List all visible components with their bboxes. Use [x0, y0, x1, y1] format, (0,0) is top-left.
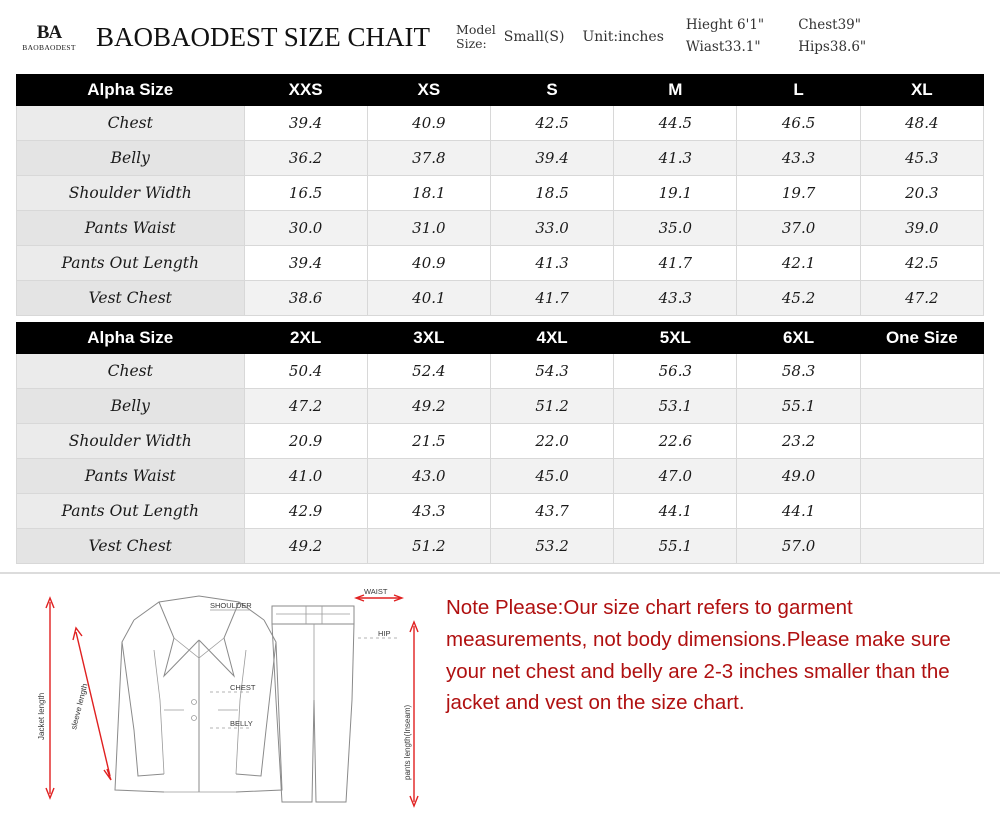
cell: 37.8	[367, 141, 490, 176]
cell: 53.2	[490, 529, 613, 564]
cell: 40.9	[367, 246, 490, 281]
cell: 50.4	[244, 354, 367, 389]
cell: 46.5	[737, 106, 860, 141]
cell: 58.3	[737, 354, 860, 389]
cell: 51.2	[490, 389, 613, 424]
cell: 39.0	[860, 211, 983, 246]
row-label: Pants Out Length	[17, 494, 245, 529]
cell: 47.0	[614, 459, 737, 494]
table-row	[17, 211, 984, 246]
cell: 47.2	[244, 389, 367, 424]
table-row	[17, 424, 984, 459]
model-hips: Hips38.6"	[798, 39, 867, 55]
column-header-2xl: 2XL	[244, 323, 367, 354]
label-hip: HIP	[378, 629, 391, 638]
cell: 18.5	[490, 176, 613, 211]
cell: 45.0	[490, 459, 613, 494]
label-belly: BELLY	[230, 719, 253, 728]
cell: 37.0	[737, 211, 860, 246]
row-label: Shoulder Width	[17, 176, 245, 211]
label-shoulder: SHOULDER	[210, 601, 252, 610]
model-size-value: Small(S)	[503, 29, 565, 45]
column-header-xxs: XXS	[244, 75, 367, 106]
measurement-diagram	[0, 574, 440, 808]
table-row	[17, 494, 984, 529]
column-header-5xl: 5XL	[614, 323, 737, 354]
column-header-xs: XS	[367, 75, 490, 106]
cell: 20.9	[244, 424, 367, 459]
cell: 22.6	[614, 424, 737, 459]
size-table-plus	[16, 322, 984, 564]
model-size-label-line2: Size:	[456, 36, 487, 51]
cell: 39.4	[490, 141, 613, 176]
cell: 43.3	[737, 141, 860, 176]
cell: 45.3	[860, 141, 983, 176]
row-label: Chest	[17, 354, 245, 389]
cell: 52.4	[367, 354, 490, 389]
cell: 43.7	[490, 494, 613, 529]
row-label: Shoulder Width	[17, 424, 245, 459]
suit-measurement-svg	[14, 580, 444, 808]
column-header-s: S	[490, 75, 613, 106]
logo-mark: BA	[36, 21, 62, 43]
cell: 18.1	[367, 176, 490, 211]
cell: 48.4	[860, 106, 983, 141]
cell: 57.0	[737, 529, 860, 564]
label-sleeve-length: sleeve length	[69, 682, 90, 731]
cell: 40.1	[367, 281, 490, 316]
table-row	[17, 281, 984, 316]
model-info	[456, 23, 664, 52]
cell: 42.1	[737, 246, 860, 281]
cell: 41.3	[614, 141, 737, 176]
table-row	[17, 141, 984, 176]
cell: 43.3	[614, 281, 737, 316]
cell	[860, 354, 983, 389]
cell: 23.2	[737, 424, 860, 459]
cell: 42.5	[860, 246, 983, 281]
cell: 44.1	[614, 494, 737, 529]
cell: 45.2	[737, 281, 860, 316]
cell: 41.3	[490, 246, 613, 281]
cell: 53.1	[614, 389, 737, 424]
cell: 35.0	[614, 211, 737, 246]
cell: 19.7	[737, 176, 860, 211]
table-row	[17, 529, 984, 564]
row-label: Pants Waist	[17, 459, 245, 494]
column-header-alpha-size: Alpha Size	[17, 323, 245, 354]
cell	[860, 494, 983, 529]
cell: 56.3	[614, 354, 737, 389]
cell: 39.4	[244, 106, 367, 141]
cell: 42.9	[244, 494, 367, 529]
model-waist: Wiast33.1"	[685, 39, 761, 55]
cell: 38.6	[244, 281, 367, 316]
cell: 20.3	[860, 176, 983, 211]
cell: 55.1	[737, 389, 860, 424]
page-title: BAOBAODEST SIZE CHAIT	[96, 21, 431, 52]
label-waist: WAIST	[364, 587, 388, 596]
row-label: Belly	[17, 389, 245, 424]
cell: 51.2	[367, 529, 490, 564]
page-header	[0, 0, 1000, 74]
cell: 42.5	[490, 106, 613, 141]
cell: 16.5	[244, 176, 367, 211]
cell: 54.3	[490, 354, 613, 389]
column-header-xl: XL	[860, 75, 983, 106]
cell	[860, 389, 983, 424]
note-text: Note Please:Our size chart refers to garment measurements, not body dimensions.Please make sure your net chest and belly are 2-3 inches smaller than the jacket and vest on the size chart.	[446, 596, 951, 715]
column-header-4xl: 4XL	[490, 323, 613, 354]
table-row	[17, 176, 984, 211]
model-measurements	[686, 15, 898, 58]
cell: 43.3	[367, 494, 490, 529]
table-header-row	[17, 323, 984, 354]
model-size-label	[456, 23, 496, 52]
table-row	[17, 106, 984, 141]
unit-label: Unit:inches	[582, 29, 664, 45]
row-label: Vest Chest	[17, 529, 245, 564]
column-header-m: M	[614, 75, 737, 106]
logo-brand-name: BAOBAODEST	[22, 42, 76, 52]
column-header-one-size: One Size	[860, 323, 983, 354]
cell: 49.2	[367, 389, 490, 424]
table-header-row	[17, 75, 984, 106]
cell: 22.0	[490, 424, 613, 459]
cell: 55.1	[614, 529, 737, 564]
cell: 30.0	[244, 211, 367, 246]
size-table-standard	[16, 74, 984, 316]
row-label: Belly	[17, 141, 245, 176]
cell: 47.2	[860, 281, 983, 316]
cell: 44.1	[737, 494, 860, 529]
table-row	[17, 246, 984, 281]
cell: 31.0	[367, 211, 490, 246]
label-jacket-length: Jacket length	[37, 692, 46, 740]
cell: 40.9	[367, 106, 490, 141]
brand-logo	[16, 23, 82, 52]
column-header-alpha-size: Alpha Size	[17, 75, 245, 106]
table-row	[17, 354, 984, 389]
cell	[860, 529, 983, 564]
cell: 36.2	[244, 141, 367, 176]
column-header-3xl: 3XL	[367, 323, 490, 354]
table-row	[17, 459, 984, 494]
label-pants-length: pants length(Inseam)	[403, 704, 412, 780]
measurement-row	[686, 15, 898, 37]
row-label: Pants Waist	[17, 211, 245, 246]
cell: 44.5	[614, 106, 737, 141]
cell	[860, 459, 983, 494]
cell	[860, 424, 983, 459]
measurement-row	[686, 37, 898, 59]
column-header-6xl: 6XL	[737, 323, 860, 354]
table-row	[17, 389, 984, 424]
cell: 49.0	[737, 459, 860, 494]
footer-section	[0, 572, 1000, 808]
column-header-l: L	[737, 75, 860, 106]
cell: 41.7	[490, 281, 613, 316]
cell: 43.0	[367, 459, 490, 494]
model-size-label-line1: Model	[456, 21, 496, 37]
cell: 41.7	[614, 246, 737, 281]
cell: 33.0	[490, 211, 613, 246]
row-label: Chest	[17, 106, 245, 141]
label-chest: CHEST	[230, 683, 256, 692]
cell: 41.0	[244, 459, 367, 494]
cell: 21.5	[367, 424, 490, 459]
cell: 39.4	[244, 246, 367, 281]
cell: 19.1	[614, 176, 737, 211]
model-height: Hieght 6'1"	[685, 17, 765, 34]
model-chest: Chest39"	[798, 17, 861, 34]
row-label: Vest Chest	[17, 281, 245, 316]
size-tables	[0, 74, 1000, 564]
cell: 49.2	[244, 529, 367, 564]
row-label: Pants Out Length	[17, 246, 245, 281]
